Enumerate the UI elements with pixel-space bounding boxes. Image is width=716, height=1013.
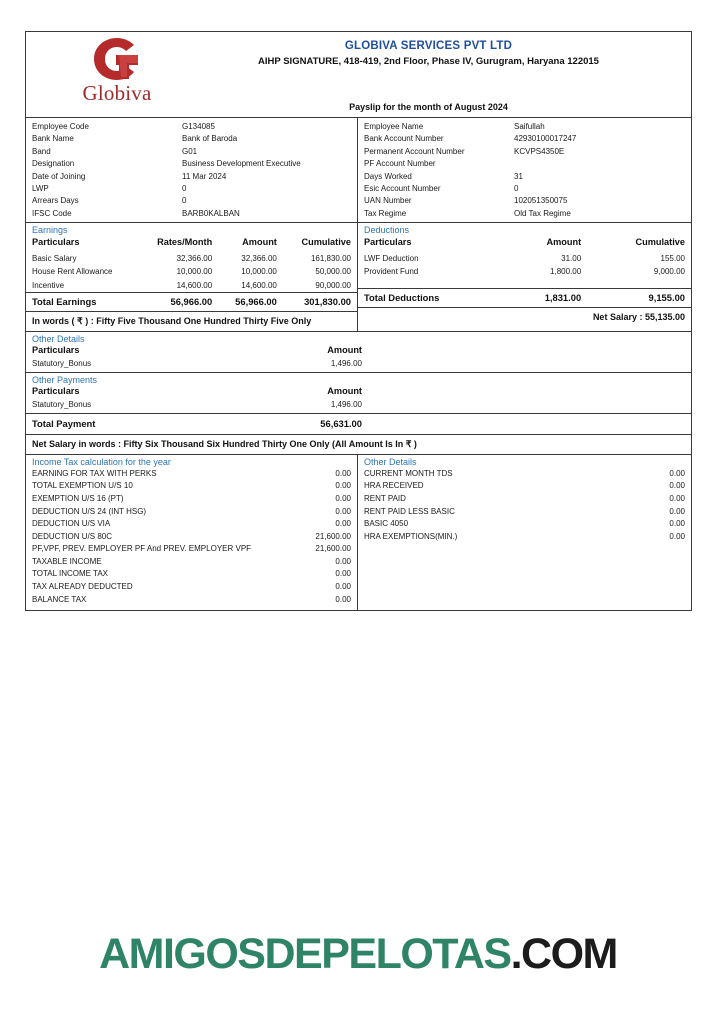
earning-cumulative: 90,000.00 [315, 280, 351, 290]
tax-other-details-title: Other Details [364, 456, 417, 467]
deduction-cumulative: 155.00 [660, 253, 685, 263]
info-value: 42930100017247 [514, 134, 577, 144]
earnings-total-row [26, 293, 357, 311]
deduction-particular: Provident Fund [364, 267, 419, 277]
tax-line [358, 518, 691, 531]
tax-value: 21,600.00 [315, 544, 351, 554]
tax-label: TAXABLE INCOME [32, 556, 102, 566]
tax-line [26, 568, 357, 581]
info-row [26, 158, 357, 170]
other-details-header [26, 344, 691, 357]
info-label: Designation [32, 159, 75, 169]
other-payments-col-amount: Amount [327, 385, 362, 396]
tax-label: EXEMPTION U/S 16 (PT) [32, 493, 124, 503]
info-row [26, 146, 357, 158]
info-label: IFSC Code [32, 208, 72, 218]
other-details-col-particulars: Particulars [32, 344, 80, 355]
earning-amount: 32,366.00 [241, 253, 277, 263]
earnings-col-rates: Rates/Month [157, 237, 213, 248]
info-value: KCVPS4350E [514, 146, 565, 156]
tax-value: 0.00 [335, 556, 351, 566]
table-row [26, 265, 357, 279]
deduction-particular: LWF Deduction [364, 253, 419, 263]
tax-line [358, 531, 691, 544]
tax-label: TAX ALREADY DEDUCTED [32, 582, 133, 591]
tax-label: EARNING FOR TAX WITH PERKS [32, 468, 157, 478]
info-value: 102051350075 [514, 196, 568, 206]
info-row [358, 133, 691, 145]
tax-line [26, 581, 357, 594]
tax-label: BALANCE TAX [32, 594, 87, 604]
tax-value: 0.00 [335, 519, 351, 529]
list-item [26, 357, 691, 372]
deduction-amount: 31.00 [561, 253, 582, 263]
info-label: Permanent Account Number [364, 146, 465, 156]
tax-value: 21,600.00 [315, 531, 351, 541]
info-label: Tax Regime [364, 208, 407, 218]
tax-value: 0.00 [335, 569, 351, 579]
deductions-total-row [358, 289, 691, 307]
info-row [26, 183, 357, 195]
total-payment-amount: 56,631.00 [320, 417, 362, 429]
table-row [358, 252, 691, 266]
table-row [358, 265, 691, 279]
earning-rate: 10,000.00 [176, 267, 213, 277]
info-value: 11 Mar 2024 [182, 171, 227, 181]
tax-value: 0.00 [669, 506, 685, 516]
tax-value: 0.00 [669, 481, 685, 491]
tax-line [26, 468, 357, 481]
earnings-col-amount: Amount [242, 237, 277, 248]
info-row [26, 121, 357, 133]
info-value: 0 [182, 196, 187, 206]
deductions-col-particulars: Particulars [364, 237, 412, 248]
info-label: Days Worked [364, 171, 412, 181]
tax-line [26, 480, 357, 493]
other-payments-title: Other Payments [32, 374, 98, 385]
employee-info-section [26, 118, 691, 222]
info-row [358, 183, 691, 195]
earning-particular: Basic Salary [32, 253, 77, 263]
earnings-deductions-section [26, 222, 691, 331]
table-row [26, 252, 357, 266]
deductions-header-row [358, 236, 691, 252]
tax-value: 0.00 [669, 519, 685, 529]
globiva-g-icon [91, 36, 143, 82]
tax-value: 0.00 [669, 531, 685, 541]
tax-label: TOTAL EXEMPTION U/S 10 [32, 481, 133, 491]
tax-value: 0.00 [669, 493, 685, 503]
info-label: PF Account Number [364, 159, 436, 169]
info-value: 0 [514, 184, 519, 194]
tax-line [26, 594, 357, 607]
tax-value: 0.00 [335, 582, 351, 591]
info-label: Employee Code [32, 122, 89, 131]
deductions-total-label: Total Deductions [358, 289, 505, 307]
item-particular: Statutory_Bonus [32, 399, 92, 409]
item-amount: 1,496.00 [330, 399, 362, 409]
deduction-amount: 1,800.00 [550, 267, 582, 277]
info-row [26, 195, 357, 207]
company-address: AIHP SIGNATURE, 418-419, 2nd Floor, Phase IV, Gurugram, Haryana 122015 [258, 56, 599, 67]
earning-cumulative: 161,830.00 [310, 253, 351, 263]
logo-wordmark: Globiva [82, 81, 152, 105]
tax-line [26, 518, 357, 531]
info-value: Bank of Baroda [182, 134, 238, 144]
info-label: Arrears Days [32, 196, 79, 206]
info-value [514, 158, 685, 170]
earnings-block [26, 223, 358, 331]
earnings-total-rate: 56,966.00 [137, 293, 218, 311]
payslip-period-title: Payslip for the month of August 2024 [349, 102, 508, 112]
tax-value: 0.00 [335, 594, 351, 604]
tax-value: 0.00 [335, 506, 351, 516]
earnings-header-row [26, 236, 357, 252]
info-value: 31 [514, 171, 523, 181]
tax-value: 0.00 [335, 493, 351, 503]
income-tax-block [26, 455, 358, 610]
tax-other-details-block [358, 455, 691, 610]
other-payments-col-particulars: Particulars [32, 385, 80, 396]
other-details-title: Other Details [32, 333, 85, 344]
info-row [358, 146, 691, 158]
info-row [26, 208, 357, 220]
employee-info-right [358, 118, 691, 222]
spacer [358, 279, 691, 289]
tax-value: 0.00 [335, 468, 351, 478]
info-row [358, 195, 691, 207]
deductions-block [358, 223, 691, 331]
info-value: Old Tax Regime [514, 208, 571, 218]
info-value: BARB0KALBAN [182, 208, 240, 218]
deductions-total-amount: 1,831.00 [505, 289, 587, 307]
tax-label: BASIC 4050 [364, 519, 409, 529]
other-payments-section [26, 372, 691, 413]
info-label: UAN Number [364, 196, 412, 206]
info-label: Esic Account Number [364, 184, 441, 194]
earning-rate: 14,600.00 [176, 280, 213, 290]
deductions-col-cumulative: Cumulative [635, 237, 685, 248]
earning-rate: 32,366.00 [176, 253, 213, 263]
tax-line [358, 480, 691, 493]
tax-section [26, 454, 691, 610]
info-value: G01 [182, 146, 198, 156]
info-value: Business Development Executive [182, 159, 301, 169]
total-payment-label: Total Payment [32, 417, 96, 429]
tax-line [358, 506, 691, 519]
info-value: Saifullah [514, 122, 545, 131]
earning-amount: 10,000.00 [241, 267, 277, 277]
info-label: Date of Joining [32, 171, 86, 181]
tax-line [26, 556, 357, 569]
tax-label: RENT PAID [364, 493, 406, 503]
earnings-col-cumulative: Cumulative [301, 237, 351, 248]
earning-particular: House Rent Allowance [32, 267, 113, 277]
watermark-part1: AMIGOSDEPELOTAS [99, 930, 511, 978]
watermark-part2: .COM [510, 930, 617, 978]
item-particular: Statutory_Bonus [32, 358, 92, 368]
info-row [358, 121, 691, 133]
info-value: G134085 [182, 122, 215, 131]
info-label: Bank Account Number [364, 134, 444, 144]
earning-amount: 14,600.00 [241, 280, 277, 290]
watermark [0, 930, 716, 979]
info-row [26, 171, 357, 183]
company-name: GLOBIVA SERVICES PVT LTD [344, 40, 513, 52]
earning-cumulative: 50,000.00 [315, 267, 351, 277]
tax-label: PF,VPF, PREV. EMPLOYER PF And PREV. EMPLOYER VPF [32, 544, 252, 554]
info-row [26, 133, 357, 145]
deductions-title: Deductions [364, 225, 410, 236]
earnings-total-label: Total Earnings [26, 293, 137, 311]
net-salary-in-words: Net Salary in words : Fifty Six Thousand Six Hundred Thirty One Only (All Amount Is In ₹ ) [26, 434, 691, 454]
item-amount: 1,496.00 [330, 358, 362, 368]
info-label: LWP [32, 184, 49, 194]
tax-label: CURRENT MONTH TDS [364, 468, 453, 478]
tax-line [26, 531, 357, 544]
employee-info-left [26, 118, 358, 222]
payslip-document [25, 31, 692, 611]
table-spacer-row [358, 279, 691, 289]
info-row [358, 208, 691, 220]
tax-value: 0.00 [335, 481, 351, 491]
list-item [26, 398, 691, 413]
total-payment-row [26, 413, 691, 434]
net-salary-value: Net Salary : 55,135.00 [358, 307, 691, 327]
other-details-section [26, 331, 691, 372]
other-details-col-amount: Amount [327, 344, 362, 355]
deduction-cumulative: 9,000.00 [653, 267, 685, 277]
income-tax-title: Income Tax calculation for the year [32, 456, 171, 467]
earning-particular: Incentive [32, 280, 65, 290]
tax-line [358, 493, 691, 506]
tax-label: HRA RECEIVED [364, 481, 424, 491]
tax-label: HRA EXEMPTIONS(MIN.) [364, 531, 458, 541]
other-payments-header [26, 385, 691, 398]
info-label: Employee Name [364, 122, 424, 131]
company-logo [62, 36, 172, 104]
deductions-table [358, 236, 691, 307]
info-row [358, 158, 691, 170]
earnings-title: Earnings [32, 225, 68, 236]
tax-label: DEDUCTION U/S 24 (INT HSG) [32, 506, 147, 516]
earnings-table [26, 236, 357, 311]
deductions-total-cumulative: 9,155.00 [587, 289, 691, 307]
info-label: Band [32, 146, 51, 156]
tax-line [26, 506, 357, 519]
earnings-total-cumulative: 301,830.00 [283, 293, 357, 311]
table-row [26, 279, 357, 293]
info-label: Bank Name [32, 134, 74, 144]
tax-label: DEDUCTION U/S 80C [32, 531, 113, 541]
tax-label: RENT PAID LESS BASIC [364, 506, 455, 516]
in-words-text: In words ( ₹ ) : Fifty Five Thousand One Hundred Thirty Five Only [26, 311, 357, 331]
info-value: 0 [182, 184, 187, 194]
earnings-col-particulars: Particulars [32, 237, 80, 248]
info-row [358, 171, 691, 183]
deductions-col-amount: Amount [546, 237, 582, 248]
tax-line [26, 543, 357, 556]
tax-value: 0.00 [669, 468, 685, 478]
tax-line [358, 468, 691, 481]
earnings-total-amount: 56,966.00 [218, 293, 283, 311]
tax-label: TOTAL INCOME TAX [32, 569, 109, 579]
payslip-header [26, 32, 691, 118]
tax-line [26, 493, 357, 506]
tax-label: DEDUCTION U/S VIA [32, 519, 111, 529]
